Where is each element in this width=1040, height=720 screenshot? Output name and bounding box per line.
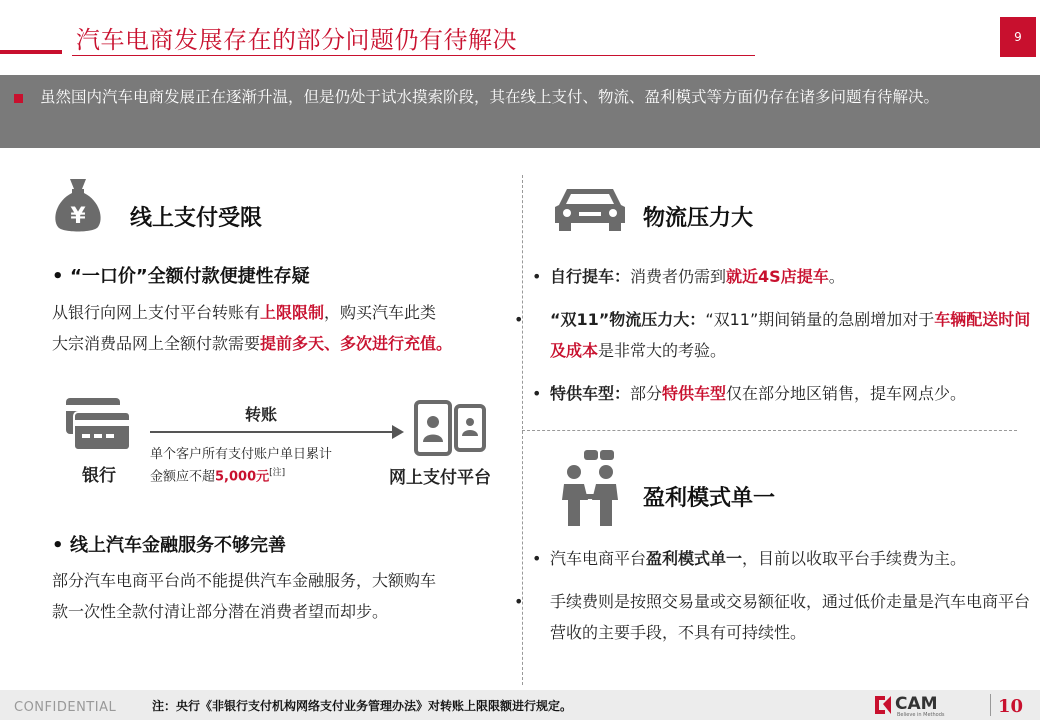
payment-bullet2-body: 部分汽车电商平台尚不能提供汽车金融服务，大额购车 款一次性全款付清让部分潜在消费者望而却步。 [52,571,437,621]
page-title: 汽车电商发展存在的部分问题仍有待解决 [76,26,517,54]
profit-item-1: • 汽车电商平台盈利模式单一，目前以收取平台手续费为主。 [532,543,1032,574]
anniversary-logo [990,692,1030,718]
payment-bullet1-title: • “一口价”全额付款便捷性存疑 [52,266,310,287]
car-icon [553,185,627,233]
mobile-payment-icon [412,400,488,456]
bank-label: 银行 [82,466,116,486]
transfer-arrow [150,431,395,433]
credit-card-icon [62,396,132,452]
payment-bullet1-body: 从银行向网上支付平台转账有上限限制，购买汽车此类 大宗消费品网上全额付款需要提前多天、多次进行充值。 [52,303,453,353]
bullet-dot: • [514,592,524,611]
transfer-label: 转账 [245,405,278,424]
transfer-arrow-head [392,425,404,439]
footnote: 注：央行《非银行支付机构网络支付业务管理办法》对转账上限限额进行规定。 [152,699,573,713]
money-bag-yen-icon [52,175,104,235]
title-accent-bar [0,50,62,54]
logistics-heading: 物流压力大 [643,206,754,231]
bullet-dot: • [52,535,64,556]
transfer-limit-note: 单个客户所有支付账户单日累计 金额应不超5,000元[注] [150,447,333,485]
profit-item-2: • 手续费则是按照交易量或交易额征收，通过低价走量是汽车电商平台营收的主要手段，不具有可持续性。 [532,586,1040,648]
business-handshake-icon [558,448,622,528]
section-divider [522,430,1017,431]
confidential-label: CONFIDENTIAL [14,700,117,715]
svg-text:CAM: CAM [895,694,938,714]
page-number: 9 [1000,17,1036,57]
banner-bullet [14,94,23,103]
bullet-dot: • [532,384,542,403]
bullet-dot: • [532,267,542,286]
svg-text:Believe in Methods: Believe in Methods [897,712,945,718]
logistics-item-1: • 自行提车：消费者仍需到就近4S店提车。 [532,261,1032,292]
banner-text: 虽然国内汽车电商发展正在逐渐升温，但是仍处于试水摸索阶段，其在线上支付、物流、盈利模式等方面仍存在诸多问题有待解决。 [40,88,940,106]
title-underline [72,55,755,56]
logistics-item-3: • 特供车型：部分特供车型仅在部分地区销售，提车网点少。 [532,378,1032,409]
svg-text:10: 10 [998,696,1024,717]
payment-heading: 线上支付受限 [130,206,263,231]
platform-label: 网上支付平台 [389,468,491,488]
svg-text:¥: ¥ [70,204,86,229]
bullet-dot: • [532,549,542,568]
payment-bullet2-title: • 线上汽车金融服务不够完善 [52,535,286,556]
bullet-dot: • [52,266,64,287]
profit-heading: 盈利模式单一 [643,486,776,511]
logistics-item-2: • “双11”物流压力大：“双11”期间销量的急剧增加对于车辆配送时间及成本是非常大的考验。 [532,304,1040,366]
bullet-dot: • [514,310,524,329]
cam-logo [873,692,973,718]
